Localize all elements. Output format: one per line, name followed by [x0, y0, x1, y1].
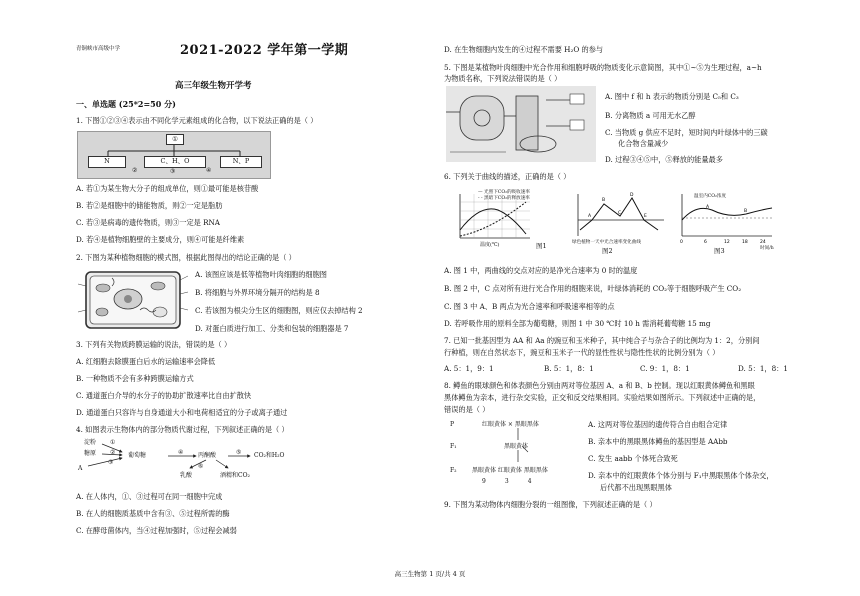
school-name: 青铜峡市高级中学 — [76, 46, 121, 52]
generation-f2-label: F₂ — [450, 467, 457, 474]
q7-stem-line-1: 7. 已知一批基因型为 AA 和 Aa 的豌豆和玉米种子，其中纯合子与杂合子的比例均为 1：2，分别间 — [444, 336, 760, 345]
page-footer: 高三生物第 1 页/共 4 页 — [394, 570, 466, 578]
substance-a-label: A — [78, 465, 83, 472]
svg-text:6: 6 — [704, 240, 707, 245]
figure-2 — [568, 190, 668, 256]
q1-diagram — [77, 131, 271, 179]
q2-option-c: C. 若该图为根尖分生区的细胞图，则应仅去掉结构 2 — [195, 306, 363, 315]
q7-option-b: B. 5：1，8：1 — [544, 364, 594, 373]
glycogen-label: 糖原 — [84, 450, 97, 457]
svg-text:D: D — [630, 193, 634, 198]
process-3-label: ③ — [108, 459, 114, 466]
q2-stem: 2. 下图为某种植物细胞的模式图，根据此图得出的结论正确的是（ ） — [76, 253, 296, 262]
process-2-label: ② — [110, 449, 116, 456]
metabolism-diagram — [78, 438, 298, 482]
svg-text:24: 24 — [760, 240, 766, 245]
q4-option-d: D. 在生物细胞内发生的④过程不需要 H₂O 的参与 — [444, 45, 604, 54]
q4-stem: 4. 如图表示生物体内的部分物质代谢过程，下列叙述正确的是（ ） — [76, 425, 289, 434]
q5-option-c-cont: 化合物含量减少 — [618, 139, 669, 148]
q8-option-a: A. 这两对等位基因的遗传符合自由组合定律 — [588, 420, 728, 429]
svg-text:C: C — [618, 211, 622, 216]
process-4-label: ④ — [178, 449, 184, 456]
compound-4-label: ④ — [206, 167, 212, 174]
q6-option-d: D. 若呼吸作用的原料全部为葡萄糖，则图 1 中 30 ℃时 10 h 需消耗葡萄糖 15 mg — [444, 319, 711, 328]
q1-option-c: C. 若③是病毒的遗传物质，则③一定是 RNA — [76, 218, 220, 227]
q1-stem: 1. 下图①②③④表示由不同化学元素组成的化合物，以下说法正确的是（ ） — [76, 116, 318, 125]
figure-1-xlabel: 温度(℃) — [480, 242, 500, 248]
svg-text:B: B — [602, 198, 606, 203]
f2-ratio-label: 9 3 4 — [482, 478, 532, 485]
alcohol-label: 酒精和CO₂ — [220, 472, 250, 479]
svg-text:A: A — [706, 205, 710, 210]
process-6-label: ⑥ — [198, 463, 204, 470]
figure-1-legend-light: — 光照下CO₂的吸收速率 — [478, 190, 530, 195]
compound-3-label: ③ — [170, 168, 176, 175]
process-5-label: ⑤ — [236, 449, 242, 456]
svg-text:18: 18 — [742, 240, 748, 245]
q1-option-a: A. 若①为某生物大分子的组成单位，则①最可能是核苷酸 — [76, 184, 259, 193]
figure-2-name: 图2 — [602, 247, 613, 255]
plant-cell-drawing — [78, 266, 188, 334]
figure-3-name: 图3 — [714, 247, 725, 255]
q7-option-d: D. 5：1，8：1 — [738, 364, 788, 373]
figure-1 — [446, 190, 562, 256]
q2-option-a: A. 该图应该是低等植物叶肉细胞的细胞图 — [195, 270, 327, 279]
element-cho-box: C、H、O — [144, 156, 206, 168]
parents-label: 红眼黄体 × 黑眼黑体 — [482, 421, 539, 428]
svg-text:12: 12 — [724, 240, 730, 245]
q3-option-d: D. 通道蛋白只容许与自身通道大小和电荷相适宜的分子或离子通过 — [76, 408, 288, 417]
q3-option-a: A. 红细胞去除膜蛋白后水的运输速率会降低 — [76, 357, 216, 366]
q7-option-c: C. 9：1，8：1 — [640, 364, 690, 373]
q7-stem-line-2: 行种植，则在自然状态下，豌豆和玉米子一代的显性性状与隐性性状的比例分别为（ ） — [444, 348, 720, 357]
q8-stem-line-2: 黑体鳟鱼为亲本，进行杂交实验，正交和反交结果相同。实验结果如图所示。下列叙述中正确的是， — [444, 393, 761, 402]
q8-stem-line-1: 8. 鳟鱼的眼球颜色和体表颜色分别由两对等位基因 A、a 和 B、b 控制。现以红眼黄体鳟鱼和黑眼 — [444, 381, 755, 390]
f1-phenotype-label: 黑眼黄体 — [504, 443, 529, 450]
svg-text:0: 0 — [680, 240, 683, 245]
q5-stem-line-1: 5. 下图是某植物叶肉细胞中光合作用和细胞呼吸的物质变化示意简图，其中①~⑤为生理过程，a~h — [444, 63, 762, 72]
photosynthesis-drawing — [446, 86, 596, 162]
q5-option-b: B. 分离物质 a 可用无水乙醇 — [605, 111, 696, 120]
q3-option-b: B. 一种物质不会有多种跨膜运输方式 — [76, 374, 194, 383]
q5-option-c: C. 当物质 g 供应不足时，短时间内叶绿体中的三碳 — [605, 128, 768, 137]
q7-option-a: A. 5：1，9：1 — [444, 364, 494, 373]
pyruvate-label: 丙酮酸 — [198, 452, 217, 459]
q1-option-b: B. 若②是细胞中的储能物质，则②一定是脂肪 — [76, 201, 223, 210]
exam-subtitle: 高三年级生物开学考 — [175, 81, 252, 91]
q9-stem: 9. 下图为某动物体内细胞分裂的一组图像，下列叙述正确的是（ ） — [444, 500, 657, 509]
q8-option-b: B. 亲本中的黑眼黑体鳟鱼的基因型是 AAbb — [588, 437, 728, 446]
q6-stem: 6. 下列关于曲线的描述，正确的是（ ） — [444, 172, 571, 181]
process-1-label: ① — [110, 439, 116, 446]
generation-p-label: P — [450, 421, 455, 428]
starch-label: 淀粉 — [84, 439, 97, 446]
plant-cell-diagram — [78, 266, 188, 334]
compound-1-box: ① — [166, 134, 184, 145]
figure-3 — [676, 190, 776, 256]
photosynthesis-respiration-diagram — [446, 86, 596, 162]
svg-text:A: A — [588, 214, 592, 219]
generation-f1-label: F₁ — [450, 443, 457, 450]
q6-option-a: A. 图 1 中，两曲线的交点对应的是净光合速率为 0 时的温度 — [444, 266, 638, 275]
svg-text:B: B — [744, 209, 748, 214]
q8-option-d: D. 亲本中的红眼黄体个体分别与 F₁中黑眼黑体个体杂交， — [588, 471, 774, 480]
q1-option-d: D. 若④是植物细胞壁的主要成分，则④可能是纤维素 — [76, 235, 245, 244]
q3-stem: 3. 下列有关物质跨膜运输的说法，错误的是（ ） — [76, 340, 232, 349]
q2-option-d: D. 对蛋白质进行加工、分类和包装的细胞器是 7 — [195, 324, 349, 333]
figure-2-plot — [568, 190, 668, 256]
q4-option-c: C. 在酵母菌体内，当④过程加强时，⑤过程会减弱 — [76, 526, 237, 535]
section-heading: 一、单选题 (25*2=50 分) — [76, 99, 176, 109]
q4-option-b: B. 在人的细胞质基质中含有③、⑤过程所需的酶 — [76, 509, 230, 518]
element-n-box: N — [88, 156, 126, 168]
element-np-box: N、P — [220, 156, 262, 168]
q8-option-c: C. 发生 aabb 个体死合致死 — [588, 454, 678, 463]
q2-option-b: B. 将细胞与外界环境分隔开的结构是 8 — [195, 288, 320, 297]
glucose-label: 葡萄糖 — [128, 452, 147, 459]
f2-phenotypes-label: 黑眼黄体 红眼黄体 黑眼黑体 — [472, 467, 548, 474]
q8-stem-line-3: 错误的是（ ） — [444, 405, 490, 414]
fish-cross-diagram — [446, 418, 576, 490]
q4-option-a: A. 在人体内，①、③过程可在同一细胞中完成 — [76, 492, 223, 501]
q5-option-d: D. 过程③④⑤中，⑤释放的能量最多 — [605, 155, 723, 164]
q5-option-a: A. 图中 f 和 h 表示的物质分别是 C₅和 C₃ — [605, 92, 739, 101]
q5-stem-line-2: 为物质名称，下列说法错误的是（ ） — [444, 74, 562, 83]
compound-2-label: ② — [132, 167, 138, 174]
figure-3-xlabel: 时间/h — [760, 246, 774, 251]
q3-option-c: C. 通道蛋白介导的水分子的协助扩散速率比自由扩散快 — [76, 391, 252, 400]
svg-text:E: E — [644, 214, 647, 219]
q6-option-b: B. 图 2 中，C 点对所有进行光合作用的细胞来说，叶绿体消耗的 CO₂等于细胞呼吸产生 CO₂ — [444, 284, 742, 293]
figure-3-legend: 温室内CO₂浓度 — [694, 194, 727, 199]
q8-option-d-cont: 后代都不出现黑眼黑体 — [600, 483, 672, 492]
co2-h2o-label: CO₂和H₂O — [254, 452, 285, 459]
figure-1-name: 图1 — [536, 242, 547, 250]
page-title: 2021-2022 学年第一学期 — [180, 43, 349, 58]
figure-1-legend-dark: - - 黑暗下CO₂的释放速率 — [478, 196, 530, 201]
figure-2-xlabel: 绿色植物一天中光合速率变化曲线 — [572, 240, 641, 245]
q6-option-c: C. 图 3 中 A、B 两点为光合速率和呼吸速率相等的点 — [444, 302, 615, 311]
lactate-label: 乳酸 — [180, 472, 193, 479]
